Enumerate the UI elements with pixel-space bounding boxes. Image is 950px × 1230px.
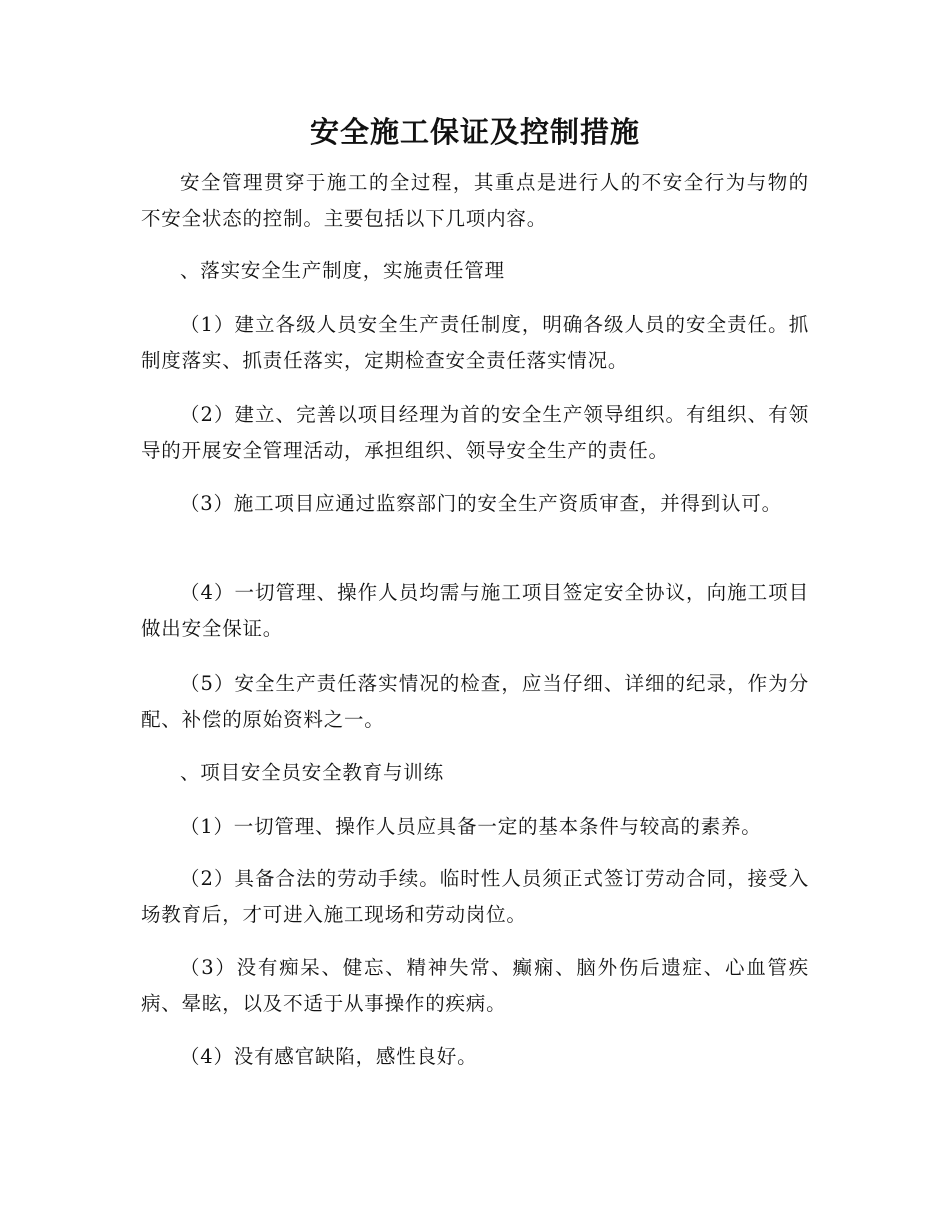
paragraph-item-2: （2）建立、完善以项目经理为首的安全生产领导组织。有组织、有领导的开展安全管理活动，承担组织、领导安全生产的责任。 [141, 403, 809, 462]
paragraph-item-1: （1）建立各级人员安全生产责任制度，明确各级人员的安全责任。抓制度落实、抓责任落实，定期检查安全责任落实情况。 [141, 313, 809, 372]
paragraph-item-4: （4）一切管理、操作人员均需与施工项目签定安全协议，向施工项目做出安全保证。 [141, 581, 809, 640]
section-heading-responsibility: 、落实安全生产制度，实施责任管理 [180, 259, 505, 282]
paragraph-training-2: （2）具备合法的劳动手续。临时性人员须正式签订劳动合同，接受入场教育后，才可进入施工现场和劳动岗位。 [141, 867, 809, 926]
paragraph-item-5: （5）安全生产责任落实情况的检查，应当仔细、详细的纪录，作为分配、补偿的原始资料之一。 [141, 672, 809, 731]
section-heading-training: 、项目安全员安全教育与训练 [180, 761, 444, 784]
paragraph-training-1: （1）一切管理、操作人员应具备一定的基本条件与较高的素养。 [180, 815, 762, 838]
intro-paragraph: 安全管理贯穿于施工的全过程，其重点是进行人的不安全行为与物的不安全状态的控制。主要包括以下几项内容。 [141, 171, 809, 230]
paragraph-training-4: （4）没有感官缺陷，感性良好。 [180, 1045, 478, 1068]
paragraph-training-3: （3）没有痴呆、健忘、精神失常、癫痫、脑外伤后遗症、心血管疾病、晕眩，以及不适于从事操作的疾病。 [141, 956, 809, 1015]
paragraph-item-3: （3）施工项目应通过监察部门的安全生产资质审查，并得到认可。 [180, 492, 782, 515]
document-title: 安全施工保证及控制措施 [309, 115, 640, 149]
